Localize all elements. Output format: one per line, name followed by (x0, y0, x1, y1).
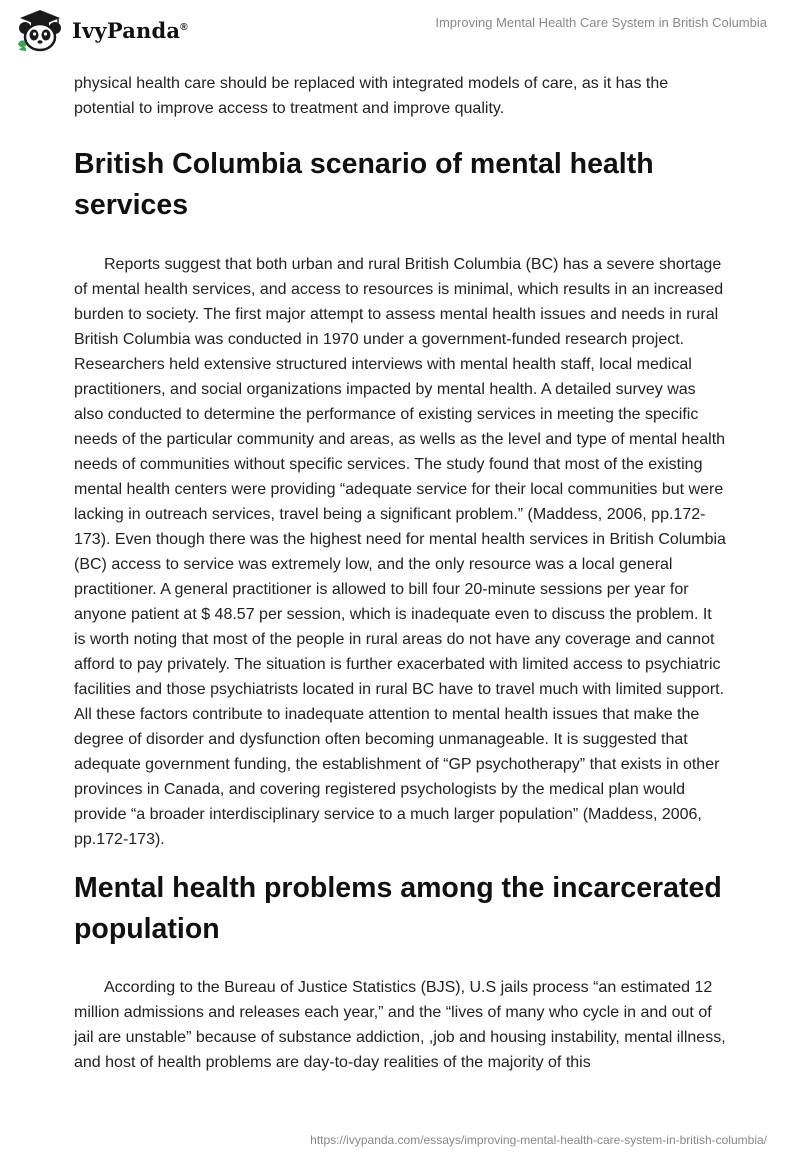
logo-text: IvyPanda® (72, 17, 188, 43)
panda-logo-icon (14, 8, 66, 52)
page-header (0, 0, 800, 62)
section-heading-incarcerated: Mental health problems among the incarcerated population (74, 872, 722, 945)
document-title: Improving Mental Health Care System in British Columbia (435, 15, 767, 30)
section-heading-british-columbia: British Columbia scenario of mental health services (74, 148, 654, 221)
logo[interactable] (14, 8, 188, 52)
section-paragraph-incarcerated: According to the Bureau of Justice Statistics (BJS), U.S jails process “an estimated 12 million admissions and releases each year,” and the “lives of many who cycle in and out of jail are unstable” because of substance addiction, ,job and housing instability, mental illness, and host of health problems are day-to-day realities of the majority of this (74, 979, 726, 1071)
footer-url[interactable]: https://ivypanda.com/essays/improving-mental-health-care-system-in-british-columbia/ (310, 1133, 767, 1147)
intro-paragraph: physical health care should be replaced with integrated models of care, as it has the potential to improve access to treatment and improve quality. (74, 75, 669, 117)
section-paragraph-british-columbia: Reports suggest that both urban and rural British Columbia (BC) has a severe shortage of mental health services, and access to resources is minimal, which results in an increased burden to society. The first major attempt to assess mental health issues and needs in rural British Columbia was conducted in 1970 under a government-funded research project. Researchers held extensive structured interviews with mental health staff, local medical practitioners, and social organizations impacted by mental health. A detailed survey was also conducted to determine the performance of existing services in meeting the specific needs of the particular community and areas, as wells as the level and type of mental health needs of communities without specific services. The study found that most of the existing mental health centers were providing “adequate service for their local communities but were lacking in outreach services, travel being a significant problem.” (Maddess, 2006, pp.172-173). Even though there was the highest need for mental health services in British Columbia (BC) access to service was extremely low, and the only resource was a local general practitioner. A general practitioner is allowed to bill four 20-minute sessions per year for anyone patient at $ 48.57 per session, which is inadequate even to discuss the problem. It is worth noting that most of the people in rural areas do not have any coverage and cannot afford to pay privately. The situation is further exacerbated with limited access to psychiatric facilities and those psychiatrists located in rural BC have to travel much with limited support. All these factors contribute to inadequate attention to mental health issues that make the degree of disorder and dysfunction often becoming unmanageable. It is suggested that adequate government funding, the establishment of “GP psychotherapy” that exists in other provinces in Canada, and covering registered psychologists by the medical plan would provide “a broader interdisciplinary service to a much larger population” (Maddess, 2006, pp.172-173). (74, 256, 726, 848)
essay-content (74, 71, 726, 1075)
registered-mark: ® (180, 21, 188, 33)
